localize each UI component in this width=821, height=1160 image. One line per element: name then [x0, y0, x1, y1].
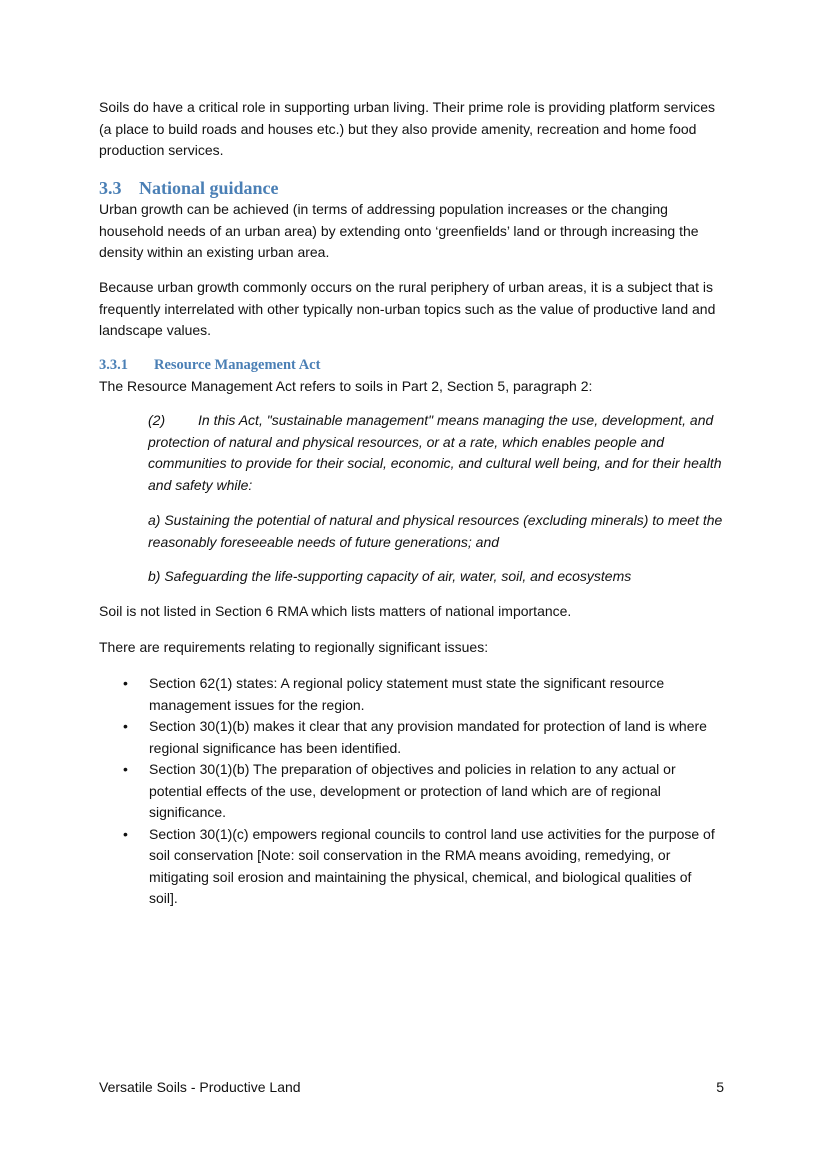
- intro-paragraph: Soils do have a critical role in supporting urban living. Their prime role is providing platform services (a place to build roads and houses etc.) but they also provide amenity, recreation and home food production services.: [99, 99, 716, 158]
- rma-quote-a: a) Sustaining the potential of natural and physical resources (excluding minerals) to meet the reasonably foreseeable needs of future generations; and: [148, 512, 723, 550]
- list-item: [99, 716, 724, 759]
- national-guidance-paragraph-2: Because urban growth commonly occurs on the rural periphery of urban areas, it is a subject that is frequently interrelated with other typically non-urban topics such as the value of productive land and landscape values.: [99, 279, 716, 338]
- page-number: 5: [716, 1079, 724, 1095]
- quote-number: (2): [148, 412, 166, 428]
- list-item-text: Section 30(1)(b) makes it clear that any provision mandated for protection of land is where regional significance has been identified.: [149, 718, 707, 756]
- list-item-text: Section 30(1)(b) The preparation of objectives and policies in relation to any actual or potential effects of the use, development or protection of land which are of regional significance.: [149, 761, 676, 820]
- bullet-icon: •: [123, 675, 128, 691]
- national-guidance-paragraph-1: Urban growth can be achieved (in terms of addressing population increases or the changing household needs of an urban area) by extending onto ‘greenfields’ land or through increasing the density within an existing urban area.: [99, 201, 699, 260]
- subsection-number: 3.3.1: [99, 357, 128, 373]
- rma-quote: [148, 410, 728, 496]
- requirements-intro: There are requirements relating to regionally significant issues:: [99, 639, 489, 655]
- section-heading-3-3: [99, 176, 279, 200]
- rma-quote-b: b) Safeguarding the life-supporting capacity of air, water, soil, and ecosystems: [148, 568, 632, 584]
- subsection-title: Resource Management Act: [154, 357, 321, 373]
- list-item: [99, 824, 724, 910]
- not-listed-paragraph: Soil is not listed in Section 6 RMA which lists matters of national importance.: [99, 603, 572, 619]
- quote-text: In this Act, "sustainable management" means managing the use, development, and protection of natural and physical resources, or at a rate, which enables people and communities to provide for their social, economic, and cultural well being, and for their health and safety while:: [148, 412, 722, 493]
- bullet-icon: •: [123, 825, 128, 842]
- requirements-list: [99, 673, 724, 910]
- section-title: National guidance: [139, 178, 279, 198]
- footer-title: Versatile Soils - Productive Land: [99, 1079, 301, 1095]
- subsection-heading-3-3-1: [99, 355, 320, 375]
- list-item: [99, 673, 724, 716]
- section-number: 3.3: [99, 178, 122, 198]
- list-item-text: Section 62(1) states: A regional policy statement must state the significant resource management issues for the region.: [149, 675, 665, 713]
- list-item: [99, 759, 724, 824]
- list-item-text: Section 30(1)(c) empowers regional councils to control land use activities for the purpose of soil conservation [Note: soil conservation in the RMA means avoiding, remedying, or mitigating soil erosion and maintaining the physical, chemical, and biological qualities of soil].: [149, 825, 715, 906]
- rma-intro: The Resource Management Act refers to soils in Part 2, Section 5, paragraph 2:: [99, 378, 593, 394]
- bullet-icon: •: [123, 718, 128, 734]
- bullet-icon: •: [123, 761, 128, 777]
